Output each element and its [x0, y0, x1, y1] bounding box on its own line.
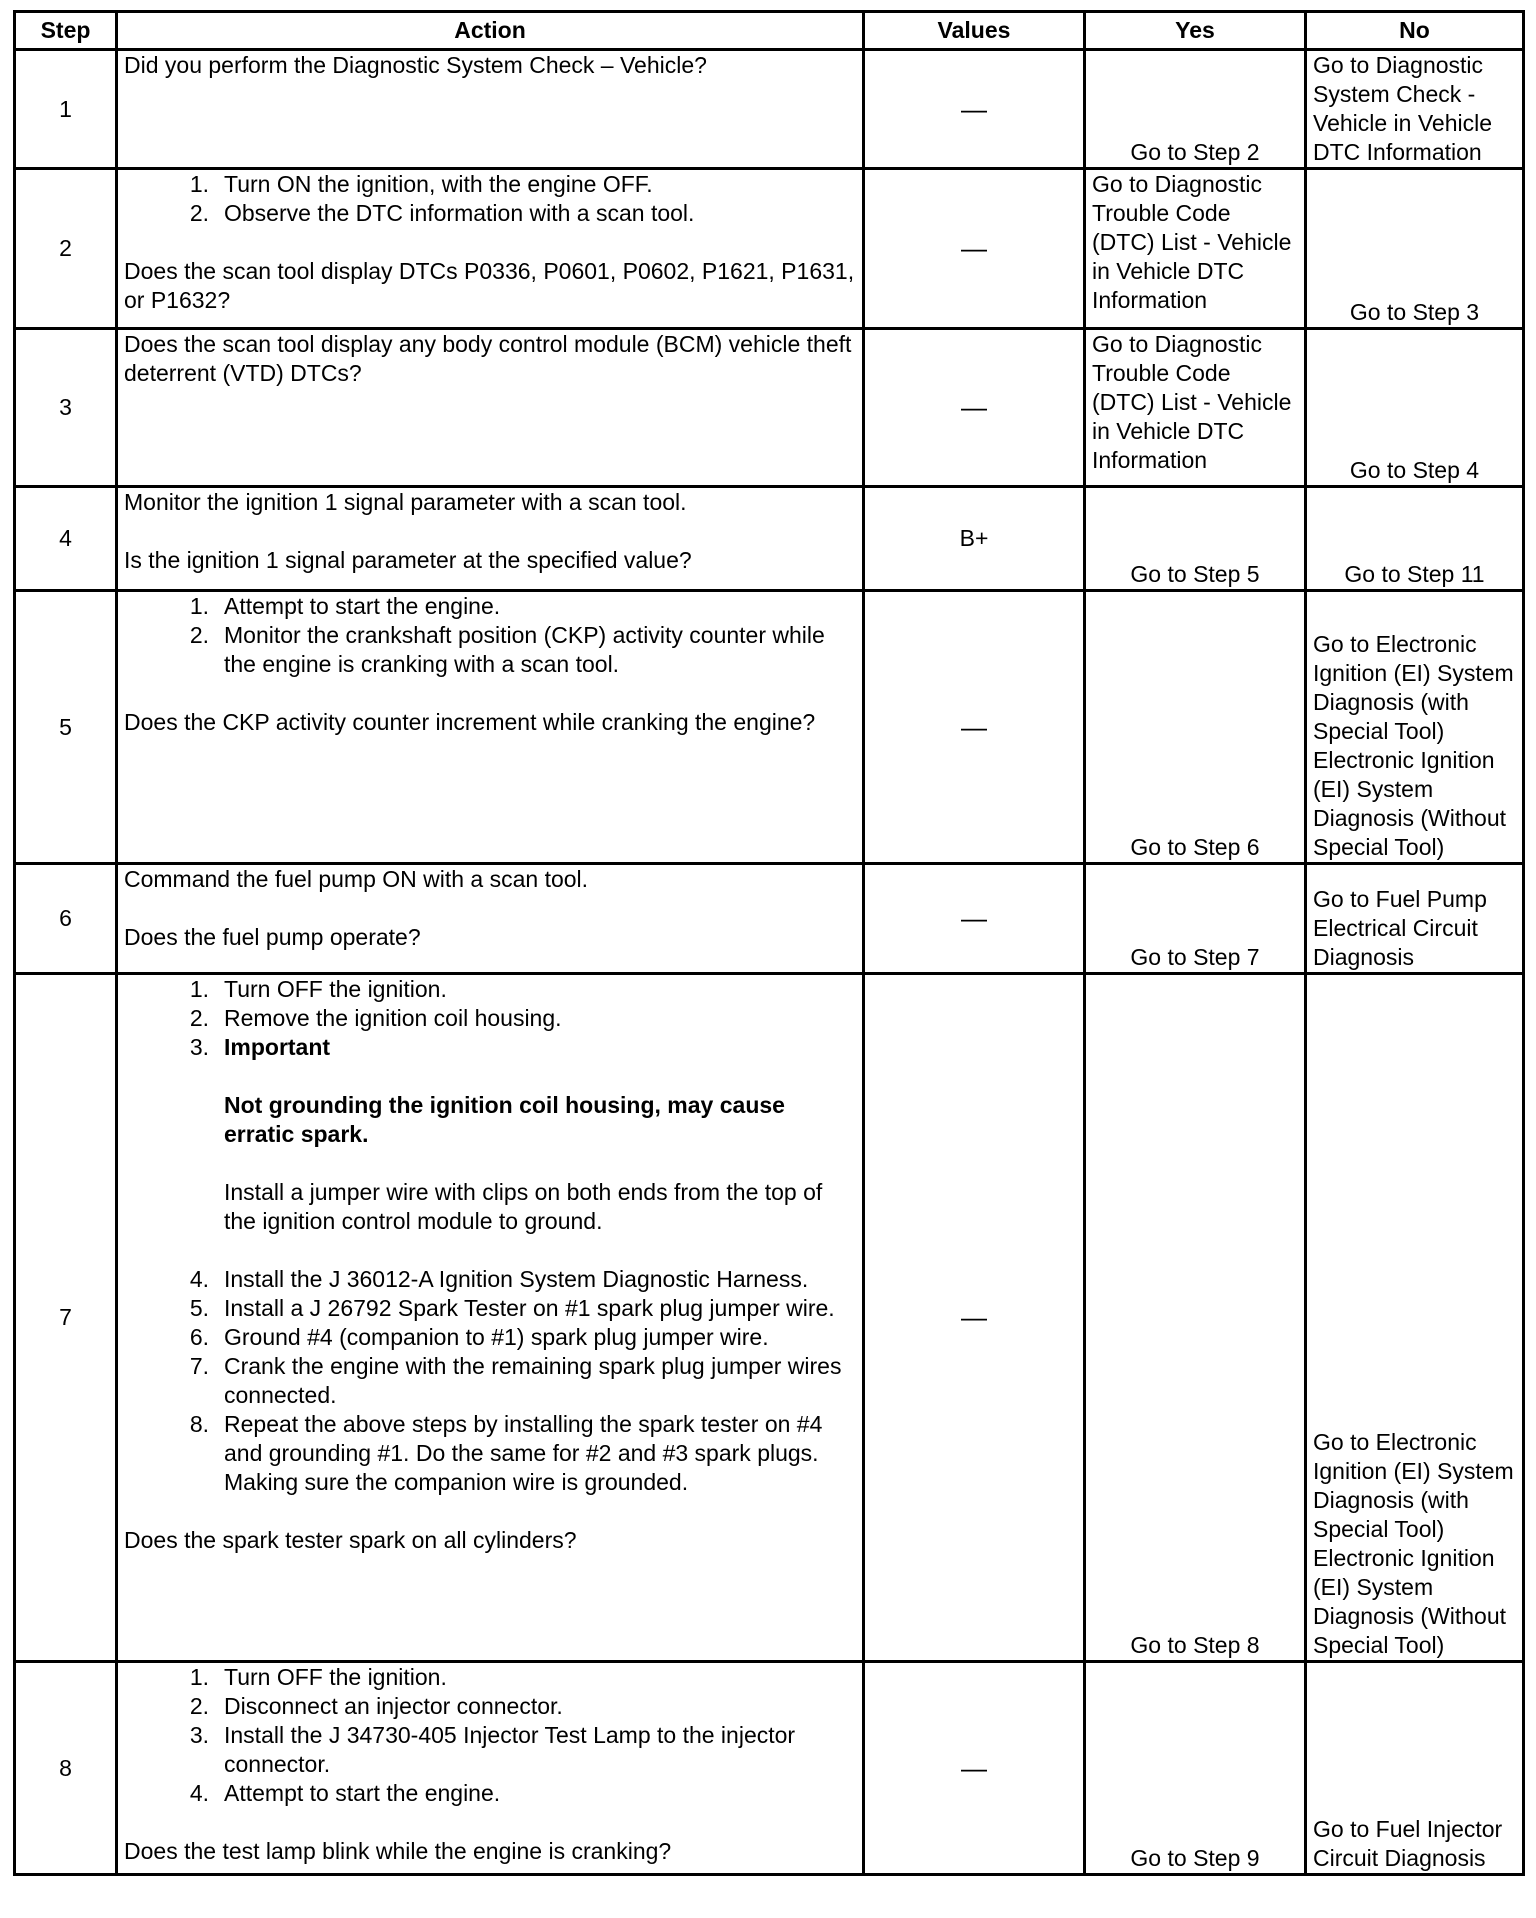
yes-cell: Go to Diagnostic Trouble Code (DTC) List - Vehicle in Vehicle DTC Information	[1085, 329, 1306, 487]
list-item: 6. Ground #4 (companion to #1) spark plug jumper wire.	[189, 1324, 769, 1350]
yes-cell: Go to Step 8	[1085, 974, 1306, 1662]
yes-cell: Go to Step 6	[1085, 591, 1306, 864]
step-number: 1	[15, 50, 117, 169]
step-number: 2	[15, 169, 117, 329]
table-row	[15, 1662, 1524, 1875]
table-row	[15, 864, 1524, 974]
list-item: 8. Repeat the above steps by installing the spark tester on #4 and grounding #1. Do the same for #2 and #3 spark plugs. Making sure the companion wire is grounded.	[189, 1411, 823, 1495]
list-item: 1. Turn OFF the ignition.	[189, 1664, 447, 1690]
no-cell: Go to Fuel Injector Circuit Diagnosis	[1306, 1662, 1524, 1875]
important-text: Install a jumper wire with clips on both ends from the top of the ignition control module to ground.	[224, 1179, 823, 1234]
list-item: 1. Turn OFF the ignition.	[189, 976, 447, 1002]
no-cell: Go to Step 11	[1306, 487, 1524, 591]
header-step: Step	[15, 12, 117, 50]
step-number: 6	[15, 864, 117, 974]
action-cell	[117, 1662, 864, 1875]
diagnostic-table	[13, 10, 1525, 1876]
step-number: 3	[15, 329, 117, 487]
yes-cell: Go to Step 7	[1085, 864, 1306, 974]
action-steps	[124, 1663, 856, 1808]
yes-cell: Go to Diagnostic Trouble Code (DTC) List - Vehicle in Vehicle DTC Information	[1085, 169, 1306, 329]
action-cell	[117, 864, 864, 974]
no-cell: Go to Step 4	[1306, 329, 1524, 487]
list-item: 2. Disconnect an injector connector.	[189, 1693, 563, 1719]
important-label: Important	[224, 1034, 331, 1060]
action-cell	[117, 169, 864, 329]
yes-cell: Go to Step 5	[1085, 487, 1306, 591]
list-item: 4. Attempt to start the engine.	[189, 1780, 501, 1806]
action-steps	[124, 975, 856, 1497]
yes-cell: Go to Step 2	[1085, 50, 1306, 169]
values-cell: —	[864, 169, 1085, 329]
action-cell	[117, 50, 864, 169]
action-question: Does the scan tool display any body control module (BCM) vehicle theft deterrent (VTD) DTCs?	[124, 331, 852, 386]
values-cell: —	[864, 50, 1085, 169]
table-row	[15, 50, 1524, 169]
action-question: Does the CKP activity counter increment while cranking the engine?	[124, 709, 816, 735]
table-row	[15, 591, 1524, 864]
step-number: 7	[15, 974, 117, 1662]
action-steps	[124, 170, 856, 228]
list-item: 3. Important Not grounding the ignition coil housing, may cause erratic spark. Install a jumper wire with clips on both ends from the top of the ignition control module to ground.	[124, 1033, 856, 1265]
yes-cell: Go to Step 9	[1085, 1662, 1306, 1875]
list-item: 7. Crank the engine with the remaining spark plug jumper wires connected.	[189, 1353, 842, 1408]
header-row	[15, 12, 1524, 50]
action-steps	[124, 592, 856, 679]
list-item: 4. Install the J 36012-A Ignition System Diagnostic Harness.	[189, 1266, 809, 1292]
step-number: 4	[15, 487, 117, 591]
list-item: 1. Attempt to start the engine.	[189, 593, 501, 619]
step-number: 8	[15, 1662, 117, 1875]
action-cell	[117, 591, 864, 864]
header-action: Action	[117, 12, 864, 50]
values-cell: —	[864, 591, 1085, 864]
action-instruction: Monitor the ignition 1 signal parameter with a scan tool.	[124, 489, 687, 515]
list-item: 3. Install the J 34730-405 Injector Test Lamp to the injector connector.	[189, 1722, 796, 1777]
table-row	[15, 974, 1524, 1662]
no-cell: Go to Step 3	[1306, 169, 1524, 329]
action-question: Does the scan tool display DTCs P0336, P0601, P0602, P1621, P1631, or P1632?	[124, 258, 855, 313]
list-item: 5. Install a J 26792 Spark Tester on #1 spark plug jumper wire.	[189, 1295, 835, 1321]
list-item: 2. Monitor the crankshaft position (CKP) activity counter while the engine is cranking with a scan tool.	[189, 622, 825, 677]
list-item: 1. Turn ON the ignition, with the engine OFF.	[189, 171, 653, 197]
action-cell	[117, 487, 864, 591]
action-cell	[117, 329, 864, 487]
table-row	[15, 329, 1524, 487]
table-row	[15, 487, 1524, 591]
no-cell: Go to Electronic Ignition (EI) System Diagnosis (with Special Tool) Electronic Ignition (EI) System Diagnosis (Without Special Tool)	[1306, 591, 1524, 864]
values-cell: —	[864, 329, 1085, 487]
list-item: 2. Remove the ignition coil housing.	[189, 1005, 562, 1031]
values-cell: —	[864, 1662, 1085, 1875]
action-question: Does the fuel pump operate?	[124, 924, 421, 950]
values-cell: —	[864, 864, 1085, 974]
no-cell: Go to Diagnostic System Check - Vehicle in Vehicle DTC Information	[1306, 50, 1524, 169]
step-number: 5	[15, 591, 117, 864]
important-note: Not grounding the ignition coil housing, may cause erratic spark.	[224, 1092, 785, 1147]
list-item: 2. Observe the DTC information with a scan tool.	[189, 200, 695, 226]
header-yes: Yes	[1085, 12, 1306, 50]
no-cell: Go to Fuel Pump Electrical Circuit Diagnosis	[1306, 864, 1524, 974]
values-cell: B+	[864, 487, 1085, 591]
no-cell: Go to Electronic Ignition (EI) System Diagnosis (with Special Tool) Electronic Ignition (EI) System Diagnosis (Without Special Tool)	[1306, 974, 1524, 1662]
action-instruction: Command the fuel pump ON with a scan tool.	[124, 866, 589, 892]
action-question: Does the spark tester spark on all cylinders?	[124, 1527, 577, 1553]
action-question: Is the ignition 1 signal parameter at the specified value?	[124, 547, 692, 573]
header-no: No	[1306, 12, 1524, 50]
values-cell: —	[864, 974, 1085, 1662]
action-cell	[117, 974, 864, 1662]
table-row	[15, 169, 1524, 329]
action-question: Does the test lamp blink while the engine is cranking?	[124, 1838, 672, 1864]
action-question: Did you perform the Diagnostic System Check – Vehicle?	[124, 52, 707, 78]
header-values: Values	[864, 12, 1085, 50]
